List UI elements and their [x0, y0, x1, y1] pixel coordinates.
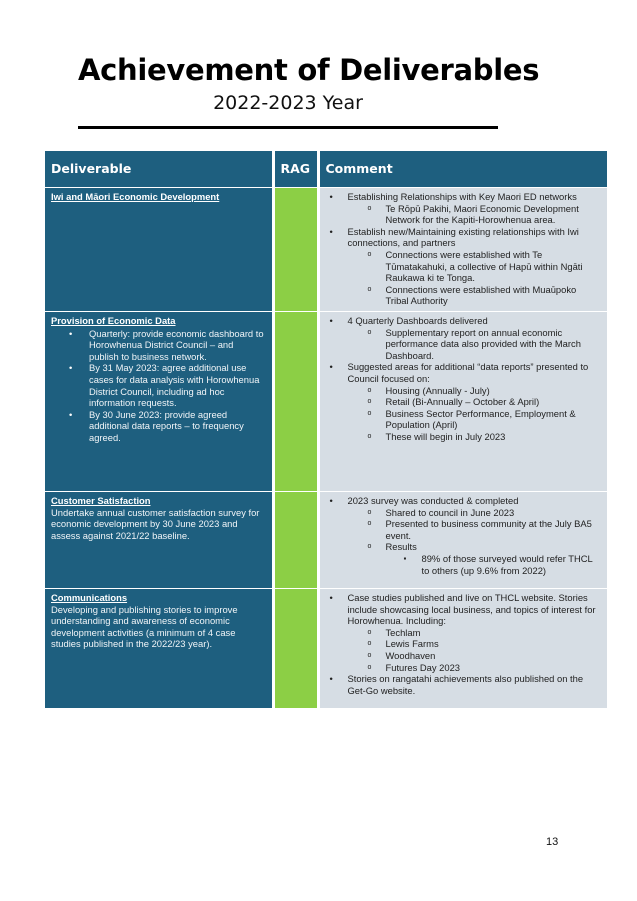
header-comment: Comment [318, 151, 607, 188]
comment-bullet: • Establishing Relationships with Key Maori ED networks o Te Rōpū Pakihi, Maori Economic Development Network for the Kapiti-Horowhenua area. [326, 191, 602, 226]
comment-sub-bullet: o Business Sector Performance, Employment & Population (April) [348, 408, 602, 431]
deliverable-item: • Quarterly: provide economic dashboard to Horowhenua District Council – and publish to business network. [51, 328, 266, 363]
table-row [45, 311, 607, 491]
rag-status-green [273, 311, 318, 491]
table-row [45, 588, 607, 708]
comment-sub-bullet: o Results ▪ 89% of those surveyed would refer THCL to others (up 9.6% from 2022) [348, 541, 602, 576]
comment-cell [318, 588, 607, 708]
deliverable-title: Customer Satisfaction [51, 494, 151, 506]
table-row [45, 188, 607, 312]
header-rag: RAG [273, 151, 318, 188]
comment-cell [318, 188, 607, 312]
deliverable-item: • By 30 June 2023: provide agreed additional data reports – to frequency agreed. [51, 409, 266, 444]
comment-bullet: • Suggested areas for additional “data reports” presented to Council focused on: o Housing (Annually - July) o Retail (Bi-Annually – October & April) o Business Sector Performance, Employment & Population (April) o These will begin in July 2023 [326, 361, 602, 442]
deliverable-title: Iwi and Māori Economic Development [51, 191, 220, 202]
deliverable-cell [45, 588, 273, 708]
comment-bullet: • 4 Quarterly Dashboards delivered o Supplementary report on annual economic performance data also provided with the March Dashboard. [326, 315, 602, 361]
deliverable-cell [45, 491, 273, 588]
comment-sub-sub-bullet: ▪ 89% of those surveyed would refer THCL to others (up 9.6% from 2022) [348, 553, 602, 576]
comment-sub-bullet: o Connections were established with Te Tūmatakahuki, a collective of Hapū within Ngāti Raukawa ki te Tonga. [348, 249, 602, 284]
comment-cell [318, 311, 607, 491]
deliverable-cell [45, 311, 273, 491]
deliverable-item: • By 31 May 2023: agree additional use cases for data analysis with Horowhenua District Council, including ad hoc information requests. [51, 362, 266, 408]
comment-sub-bullet: o Te Rōpū Pakihi, Maori Economic Development Network for the Kapiti-Horowhenua area. [348, 203, 602, 226]
page-number: 13 [546, 836, 559, 848]
rag-status-green [273, 588, 318, 708]
comment-sub-bullet: o Shared to council in June 2023 [348, 507, 602, 519]
deliverable-description: Developing and publishing stories to improve understanding and awareness of economic development activities (a minimum of 4 case studies published in the 2022/23 year). [51, 603, 238, 650]
comment-sub-bullet: o Supplementary report on annual economic performance data also provided with the March Dashboard. [348, 327, 602, 362]
deliverable-title: Provision of Economic Data [51, 314, 176, 326]
header-deliverable: Deliverable [45, 151, 273, 188]
page-subtitle: 2022-2023 Year [213, 92, 363, 114]
deliverable-description: Undertake annual customer satisfaction survey for economic development by 30 June 2023 and assess against 2021/22 baseline. [51, 506, 260, 541]
comment-sub-bullet: o Presented to business community at the July BA5 event. [348, 518, 602, 541]
page-title: Achievement of Deliverables [78, 53, 540, 87]
comment-sub-bullet: o Retail (Bi-Annually – October & April) [348, 396, 602, 408]
comment-sub-bullet: o Techlam [348, 627, 602, 639]
comment-bullet: • 2023 survey was conducted & completed o Shared to council in June 2023 o Presented to business community at the July BA5 event. o Results ▪ 89% of those surveyed would refer THCL to others (up 9.6% from 2022) [326, 495, 602, 576]
comment-sub-bullet: o Connections were established with Muaūpoko Tribal Authority [348, 284, 602, 307]
comment-sub-bullet: o Woodhaven [348, 650, 602, 662]
deliverable-cell [45, 188, 273, 312]
comment-sub-bullet: o Housing (Annually - July) [348, 385, 602, 397]
deliverables-table [45, 151, 607, 708]
comment-bullet: • Stories on rangatahi achievements also published on the Get-Go website. [326, 673, 602, 696]
table-row [45, 491, 607, 588]
comment-sub-bullet: o Futures Day 2023 [348, 662, 602, 674]
title-divider [78, 126, 498, 129]
rag-status-green [273, 491, 318, 588]
comment-bullet: • Establish new/Maintaining existing relationships with Iwi connections, and partners o Connections were established with Te Tūmatakahuki, a collective of Hapū within Ngāti Raukawa ki te Tonga. o Connections were established with Muaūpoko Tribal Authority [326, 226, 602, 307]
comment-bullet: • Case studies published and live on THCL website. Stories include showcasing local business, and topics of interest for Horowhenua. Including: o Techlam o Lewis Farms o Woodhaven o Futures Day 2023 [326, 592, 602, 673]
table-header-row [45, 151, 607, 188]
rag-status-green [273, 188, 318, 312]
deliverable-title: Communications [51, 591, 128, 603]
comment-sub-bullet: o Lewis Farms [348, 638, 602, 650]
comment-cell [318, 491, 607, 588]
comment-sub-bullet: o These will begin in July 2023 [348, 431, 602, 443]
